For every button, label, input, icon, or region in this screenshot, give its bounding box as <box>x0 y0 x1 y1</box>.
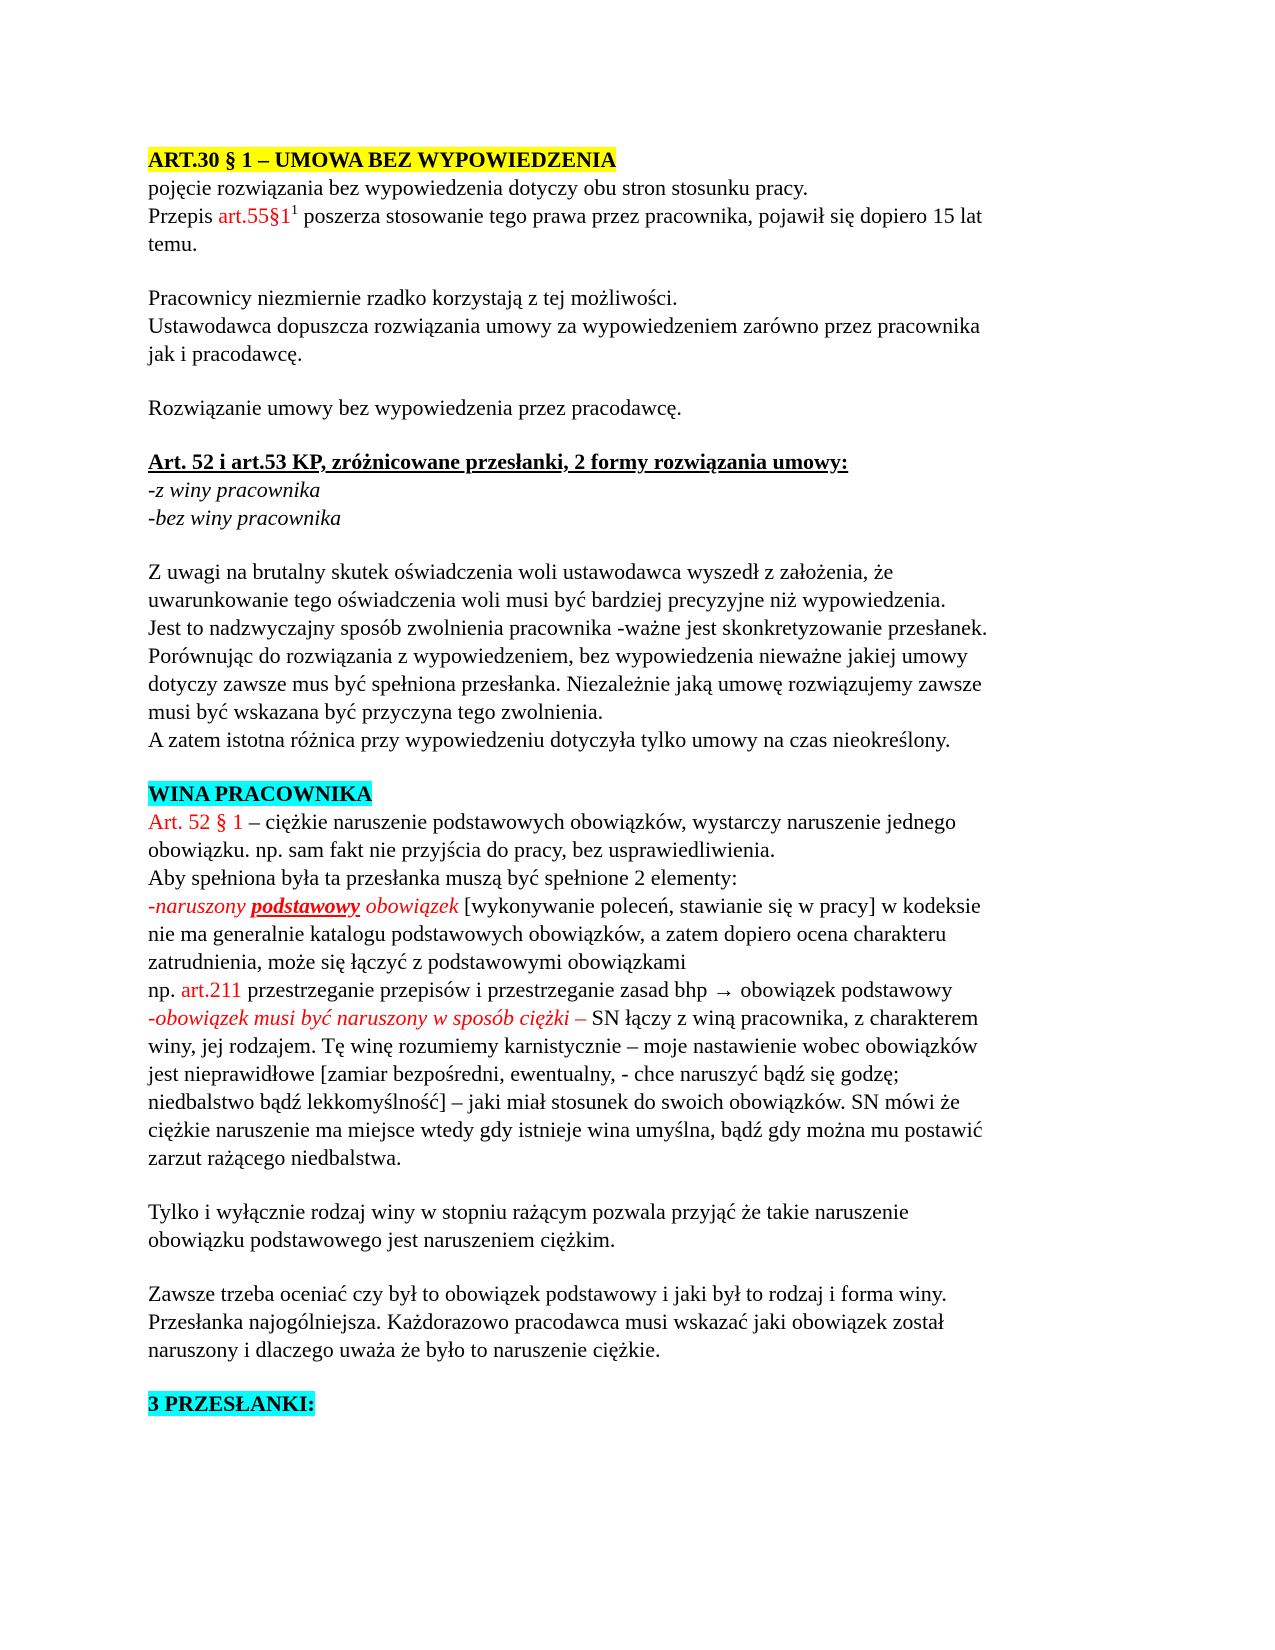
law-reference: art.55§1 <box>218 203 291 228</box>
text-fragment: SN łączy z winą pracownika, z charakterem <box>591 1005 979 1030</box>
text-fragment: poszerza stosowanie tego prawa przez pracownika, pojawił się dopiero 15 lat <box>297 203 983 228</box>
spacer <box>148 1172 1108 1198</box>
paragraph-line: A zatem istotna różnica przy wypowiedzeniu dotyczyła tylko umowy na czas nieokreślony. <box>148 727 951 752</box>
spacer <box>148 368 1108 394</box>
paragraph-line: Ustawodawca dopuszcza rozwiązania umowy za wypowiedzeniem zarówno przez pracownika <box>148 313 980 338</box>
text-fragment: przestrzeganie przepisów i przestrzeganie zasad bhp → obowiązek podstawowy <box>241 977 953 1002</box>
paragraph-line <box>148 976 1108 1004</box>
text-fragment: Przepis <box>148 203 219 228</box>
heading-art30 <box>148 146 1108 174</box>
paragraph-line: naruszony i dlaczego uważa że było to naruszenie ciężkie. <box>148 1337 661 1362</box>
spacer <box>148 754 1108 780</box>
paragraph-line: obowiązku. np. sam fakt nie przyjścia do pracy, bez usprawiedliwienia. <box>148 837 776 862</box>
text-fragment: – ciężkie naruszenie podstawowych obowiązków, wystarczy naruszenie jednego <box>243 809 957 834</box>
text-fragment: [wykonywanie poleceń, stawianie się w pracy] w kodeksie <box>458 893 981 918</box>
heading-art30-text: ART.30 § 1 – UMOWA BEZ WYPOWIEDZENIA <box>148 147 617 172</box>
form-item: -z winy pracownika <box>148 477 321 502</box>
paragraph-line: pojęcie rozwiązania bez wypowiedzenia dotyczy obu stron stosunku pracy. <box>148 175 809 200</box>
paragraph-line: Rozwiązanie umowy bez wypowiedzenia przez pracodawcę. <box>148 395 682 420</box>
heading-art52-53: Art. 52 i art.53 KP, zróżnicowane przesłanki, 2 formy rozwiązania umowy: <box>148 449 849 474</box>
spacer <box>148 532 1108 558</box>
element-label: -obowiązek musi być naruszony w sposób ciężki – <box>148 1005 592 1030</box>
paragraph-line: obowiązku podstawowego jest naruszeniem ciężkim. <box>148 1227 616 1252</box>
paragraph-line: jest nieprawidłowe [zamiar bezpośredni, ewentualny, - chce naruszyć bądź się godzę; <box>148 1061 900 1086</box>
element-label-emphasis: podstawowy <box>251 893 361 918</box>
element-label: -naruszony <box>148 893 252 918</box>
paragraph-line: dotyczy zawsze mus być spełniona przesłanka. Niezależnie jaką umowę rozwiązujemy zawsze <box>148 671 982 696</box>
spacer <box>148 1364 1108 1390</box>
law-reference: Art. 52 § 1 <box>148 809 244 834</box>
paragraph-line: uwarunkowanie tego oświadczenia woli musi być bardziej precyzyjne niż wypowiedzenia. <box>148 587 946 612</box>
paragraph-line <box>148 808 1108 836</box>
paragraph-line: Jest to nadzwyczajny sposób zwolnienia pracownika -ważne jest skonkretyzowanie przesłanek. <box>148 615 988 640</box>
paragraph-line: zatrudnienia, może się łączyć z podstawowymi obowiązkami <box>148 949 687 974</box>
paragraph-line: Zawsze trzeba oceniać czy był to obowiązek podstawowy i jaki był to rodzaj i forma winy. <box>148 1281 947 1306</box>
paragraph-line: Porównując do rozwiązania z wypowiedzeniem, bez wypowiedzenia nieważne jakiej umowy <box>148 643 968 668</box>
paragraph-line: winy, jej rodzajem. Tę winę rozumiemy karnistycznie – moje nastawienie wobec obowiązków <box>148 1033 978 1058</box>
heading-wina-pracownika <box>148 780 1108 808</box>
paragraph-line: Tylko i wyłącznie rodzaj winy w stopniu rażącym pozwala przyjąć że takie naruszenie <box>148 1199 909 1224</box>
paragraph-line: ciężkie naruszenie ma miejsce wtedy gdy istnieje wina umyślna, bądź gdy można mu postawić <box>148 1117 983 1142</box>
paragraph-line <box>148 892 1108 920</box>
paragraph-line <box>148 1004 1108 1032</box>
paragraph-line: zarzut rażącego niedbalstwa. <box>148 1145 402 1170</box>
spacer <box>148 1254 1108 1280</box>
element-label: obowiązek <box>360 893 459 918</box>
paragraph-line <box>148 202 1108 230</box>
heading-wina-text: WINA PRACOWNIKA <box>148 781 373 806</box>
heading-3-przeslanki-text: 3 PRZESŁANKI: <box>148 1391 315 1416</box>
paragraph-line: Z uwagi na brutalny skutek oświadczenia woli ustawodawca wyszedł z założenia, że <box>148 559 894 584</box>
superscript: 1 <box>290 203 298 218</box>
paragraph-line: nie ma generalnie katalogu podstawowych obowiązków, a zatem dopiero ocena charakteru <box>148 921 947 946</box>
paragraph-line: temu. <box>148 231 198 256</box>
form-item: -bez winy pracownika <box>148 505 342 530</box>
paragraph-line: jak i pracodawcę. <box>148 341 303 366</box>
spacer <box>148 422 1108 448</box>
law-reference: art.211 <box>181 977 242 1002</box>
document-page <box>148 146 1108 1418</box>
paragraph-line: Przesłanka najogólniejsza. Każdorazowo pracodawca musi wskazać jaki obowiązek został <box>148 1309 944 1334</box>
spacer <box>148 258 1108 284</box>
text-fragment: np. <box>148 977 181 1002</box>
paragraph-line: Pracownicy niezmiernie rzadko korzystają z tej możliwości. <box>148 285 678 310</box>
paragraph-line: musi być wskazana być przyczyna tego zwolnienia. <box>148 699 604 724</box>
heading-3-przeslanki <box>148 1390 1108 1418</box>
paragraph-line: Aby spełniona była ta przesłanka muszą być spełnione 2 elementy: <box>148 865 738 890</box>
paragraph-line: niedbalstwo bądź lekkomyślność] – jaki miał stosunek do swoich obowiązków. SN mówi że <box>148 1089 960 1114</box>
